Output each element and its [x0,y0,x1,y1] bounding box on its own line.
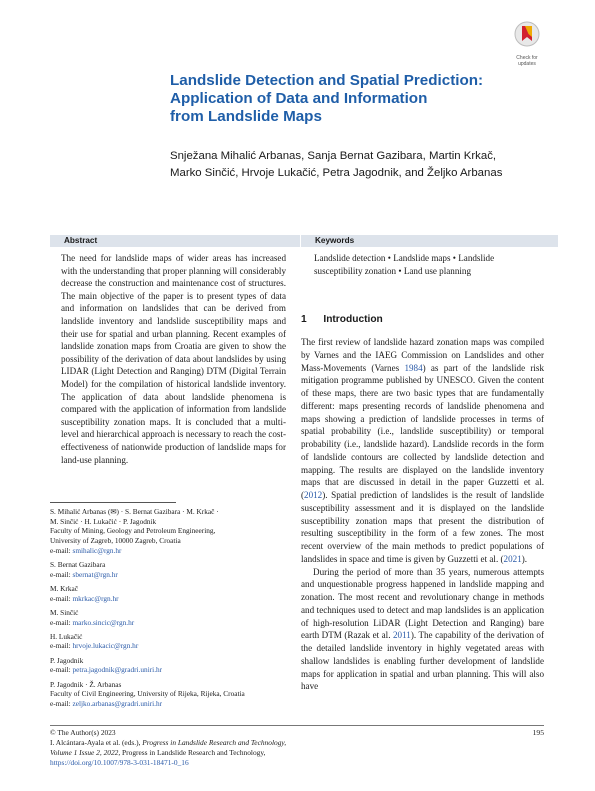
affiliation-block-4 [50,608,290,627]
intro-p2-a: During the period of more than 35 years, numerous attempts and unquestionable progress happened in landslide mapping and zonation. The most recent and revolutionary change in methods and techniques used to detect and map landslides is an application of high-resolution LiDAR (Light Detection and Ranging) bare earth DTM (Razak et al. [301,566,544,641]
abstract-heading-text: Abstract [64,236,98,245]
citation-line-3 [50,758,430,768]
doi-link[interactable]: https://doi.org/10.1007/978-3-031-18471-0_16 [50,758,189,767]
author-affiliations [50,507,290,713]
page-number: 195 [532,728,544,737]
aff-institution-1a: Faculty of Mining, Geology and Petroleum Engineering, [50,526,216,536]
citation-book-title: Progress in Landslide Research and Technology, [142,738,287,747]
affiliation-block-1 [50,507,290,556]
title-line-2: Application of Data and Information [170,90,428,107]
section-heading [301,314,383,325]
copyright-line: © The Author(s) 2023 [50,728,116,737]
footer-divider [50,725,544,726]
introduction-body [301,336,544,693]
email-label: e-mail: [50,617,73,627]
aff-name-7: P. Jagodnik · Ž. Arbanas [50,679,122,689]
ref-link-2012[interactable]: 2012 [304,490,323,500]
abstract-text [61,252,286,466]
aff-name-6: P. Jagodnik [50,655,84,665]
affiliation-block-6 [50,656,290,675]
email-link-6[interactable]: petra.jagodnik@gradri.uniri.hr [72,665,163,675]
badge-line2: updates [518,61,536,67]
intro-p1-c: ). Spatial prediction of landslides is the result of landslide susceptibility assessment and it is displayed on the landslide susceptibility zonation maps that present the distribution of resulting susceptibility in the form of a few zones. The most recent overview of the main methods to predict populations of landslides in space and time is given by Guzzetti et al. ( [301,490,544,564]
authors-line-2: Marko Sinčić, Hrvoje Lukačić, Petra Jagodnik, and Željko Arbanas [170,167,503,179]
email-label: e-mail: [50,569,73,579]
intro-paragraph-2 [301,566,544,694]
aff-names-2: M. Sinčić · H. Lukačić · P. Jagodnik [50,516,157,526]
email-link-3[interactable]: mkrkac@rgn.hr [72,593,119,603]
aff-names-1: S. Mihalić Arbanas (✉) · S. Bernat Gazibara · M. Krkač · [50,507,219,516]
intro-p1-b: ) as part of the landslide risk mitigation programme published by UNESCO. Given the content of these maps, there are two basic types that are fundamentally different: maps presenting records of landslide phenomena and maps showing a prediction of landslide processes in terms of spatial probability (i.e., landslide susceptibility) or temporal probability (i.e., landslide hazard). Landslide records in the form of landslide contours are collected by landslide detection and mapping. The results are displayed on the landslide inventory maps that are discussed in detail in the paper Guzzetti et al. ( [301,362,544,500]
intro-paragraph-1 [301,336,544,566]
keywords-body: Landslide detection • Landslide maps • Landslide susceptibility zonation • Land use planning [314,253,495,276]
email-link-1[interactable]: smihalic@rgn.hr [72,545,122,555]
email-link-7[interactable]: zeljko.arbanas@gradri.uniri.hr [72,698,163,708]
citation-editors: I. Alcántara-Ayala et al. (eds.), [50,738,143,747]
email-label: e-mail: [50,665,73,675]
email-label: e-mail: [50,593,73,603]
ref-link-1984[interactable]: 1984 [404,362,423,373]
affiliation-block-7 [50,680,290,709]
citation-line-2 [50,748,430,758]
aff-name-5: H. Lukačić [50,631,83,641]
keywords-text [314,252,532,277]
footnote-rule [50,502,176,503]
paper-title [170,72,530,126]
bookmark-ribbon-icon [510,20,544,50]
affiliation-block-2 [50,560,290,579]
citation-series: , Progress in Landslide Research and Technology, [118,748,266,757]
email-label: e-mail: [50,641,73,651]
email-link-5[interactable]: hrvoje.lukacic@rgn.hr [72,641,139,651]
citation-line-1 [50,738,430,748]
intro-p1-d: ). [521,553,528,564]
ref-link-2011[interactable]: 2011 [392,630,411,641]
title-line-1: Landslide Detection and Spatial Prediction: [170,72,484,89]
abstract-heading [50,235,300,247]
aff-name-4: M. Sinčić [50,607,79,617]
keywords-heading [301,235,558,247]
aff-institution-1b: University of Zagreb, 10000 Zagreb, Croatia [50,536,181,546]
check-for-updates-badge[interactable] [510,20,544,67]
intro-p1-a: The first review of landslide hazard zonation maps was compiled by Varnes and the IAEG Commission on Landslides and other Mass-Movements (Varnes [301,337,544,373]
intro-p2-b: ). The capability of the derivation of the detailed landslide inventory in highly vegetated areas with shallow landslides is enabling further development of landslide maps for application in spatial and urban planning. This will also have [301,630,544,692]
section-title: Introduction [323,314,383,325]
email-label: e-mail: [50,545,73,555]
affiliation-block-5 [50,632,290,651]
aff-name-2: S. Bernat Gazibara [50,560,106,570]
footer-citation [50,728,430,768]
ref-link-2021[interactable]: 2021 [503,553,522,564]
keywords-heading-text: Keywords [315,236,355,245]
email-link-2[interactable]: sbernat@rgn.hr [72,569,118,579]
email-label: e-mail: [50,698,73,708]
affiliation-block-3 [50,584,290,603]
citation-volume: Volume 1 Issue 2, 2022 [50,748,119,757]
authors-line-1: Snježana Mihalić Arbanas, Sanja Bernat Gazibara, Martin Krkač, [170,150,497,162]
aff-institution-2: Faculty of Civil Engineering, University of Rijeka, Rijeka, Croatia [50,689,245,699]
email-link-4[interactable]: marko.sincic@rgn.hr [72,617,135,627]
aff-name-3: M. Krkač [50,583,78,593]
badge-line1: Check for [516,55,538,61]
section-number: 1 [301,314,307,325]
title-line-3: from Landslide Maps [170,108,322,125]
abstract-body: The need for landslide maps of wider areas has increased with the understanding that proper planning will considerably decrease the construction and maintenance cost of structures. The main objective of the paper is to present types of data and information on landslides that can be derived from landslide inventory and landslide susceptibility maps and their use for spatial and urban planning. Recent examples of landslide zonation maps from Croatia are given to show the possibility of the derivation of data about landslides by using LIDAR (Light Detection and Ranging) DTM (Digital Terrain Model) for the compilation of historical landslide inventory. The application of data about landslide phenomena is compared with the application of information from landslide susceptibility zonation maps. It is concluded that a multi-level and hierarchical approach is necessary to reach the cost-effectiveness of nationwide production of landslide maps for land-use planning. [61,253,286,465]
author-list [170,148,550,182]
